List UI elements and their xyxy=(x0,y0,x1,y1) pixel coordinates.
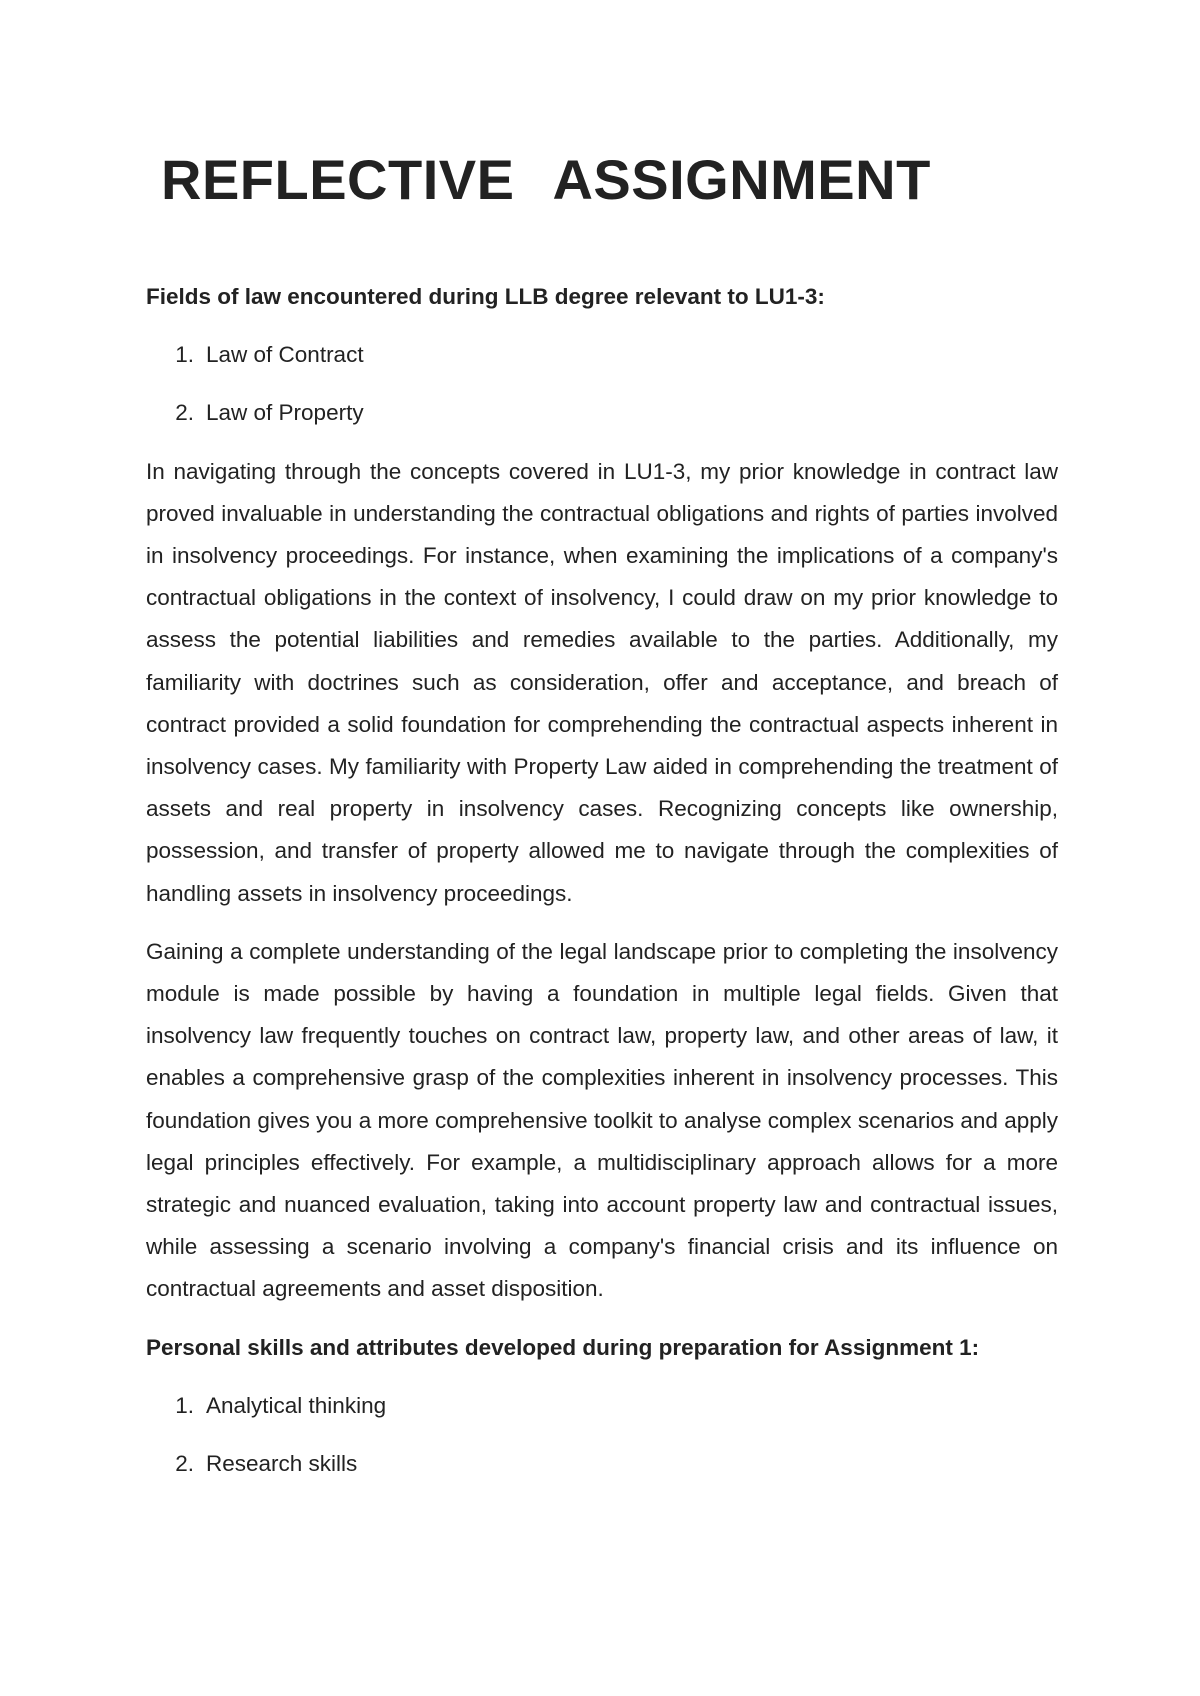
paragraph-prior-knowledge: In navigating through the concepts covered in LU1-3, my prior knowledge in contract law proved invaluable in understanding the contractual obligations and rights of parties involved in insolvency proceedings. For instance, when examining the implications of a company's contractual obligations in the context of insolvency, I could draw on my prior knowledge to assess the potential liabilities and remedies available to the parties. Additionally, my familiarity with doctrines such as consideration, offer and acceptance, and breach of contract provided a solid foundation for comprehending the contractual aspects inherent in insolvency cases. My familiarity with Property Law aided in comprehending the treatment of assets and real property in insolvency cases. Recognizing concepts like ownership, possession, and transfer of property allowed me to navigate through the complexities of handling assets in insolvency proceedings. xyxy=(146,458,1058,906)
section-heading-fields-of-law: Fields of law encountered during LLB degree relevant to LU1-3: xyxy=(146,284,825,309)
personal-skills-list xyxy=(146,1385,1058,1485)
list-item-text: Law of Property xyxy=(206,400,364,426)
list-item xyxy=(146,1385,1058,1427)
list-item-text: Law of Contract xyxy=(206,342,364,368)
paragraph-legal-landscape: Gaining a complete understanding of the legal landscape prior to completing the insolvency module is made possible by having a foundation in multiple legal fields. Given that insolvency law frequently touches on contract law, property law, and other areas of law, it enables a comprehensive grasp of the complexities inherent in insolvency processes. This foundation gives you a more comprehensive toolkit to analyse complex scenarios and apply legal principles effectively. For example, a multidisciplinary approach allows for a more strategic and nuanced evaluation, taking into account property law and contractual issues, while assessing a scenario involving a company's financial crisis and its influence on contractual agreements and asset disposition. xyxy=(146,938,1058,1302)
list-item-text: Research skills xyxy=(206,1451,358,1477)
list-item-number: 2. xyxy=(175,400,194,426)
section-heading-personal-skills: Personal skills and attributes developed during preparation for Assignment 1: xyxy=(146,1334,980,1360)
list-item xyxy=(146,392,1058,434)
list-item xyxy=(146,334,1058,376)
list-item-text: Analytical thinking xyxy=(206,1392,387,1418)
list-item-number: 1. xyxy=(175,1392,194,1418)
list-item-number: 1. xyxy=(175,342,194,368)
list-item-number: 2. xyxy=(175,1451,194,1477)
document-title: REFLECTIVE ASSIGNMENT xyxy=(161,148,931,211)
list-item xyxy=(146,1443,1058,1485)
fields-of-law-list xyxy=(146,334,1058,434)
document-body xyxy=(146,276,1058,1501)
